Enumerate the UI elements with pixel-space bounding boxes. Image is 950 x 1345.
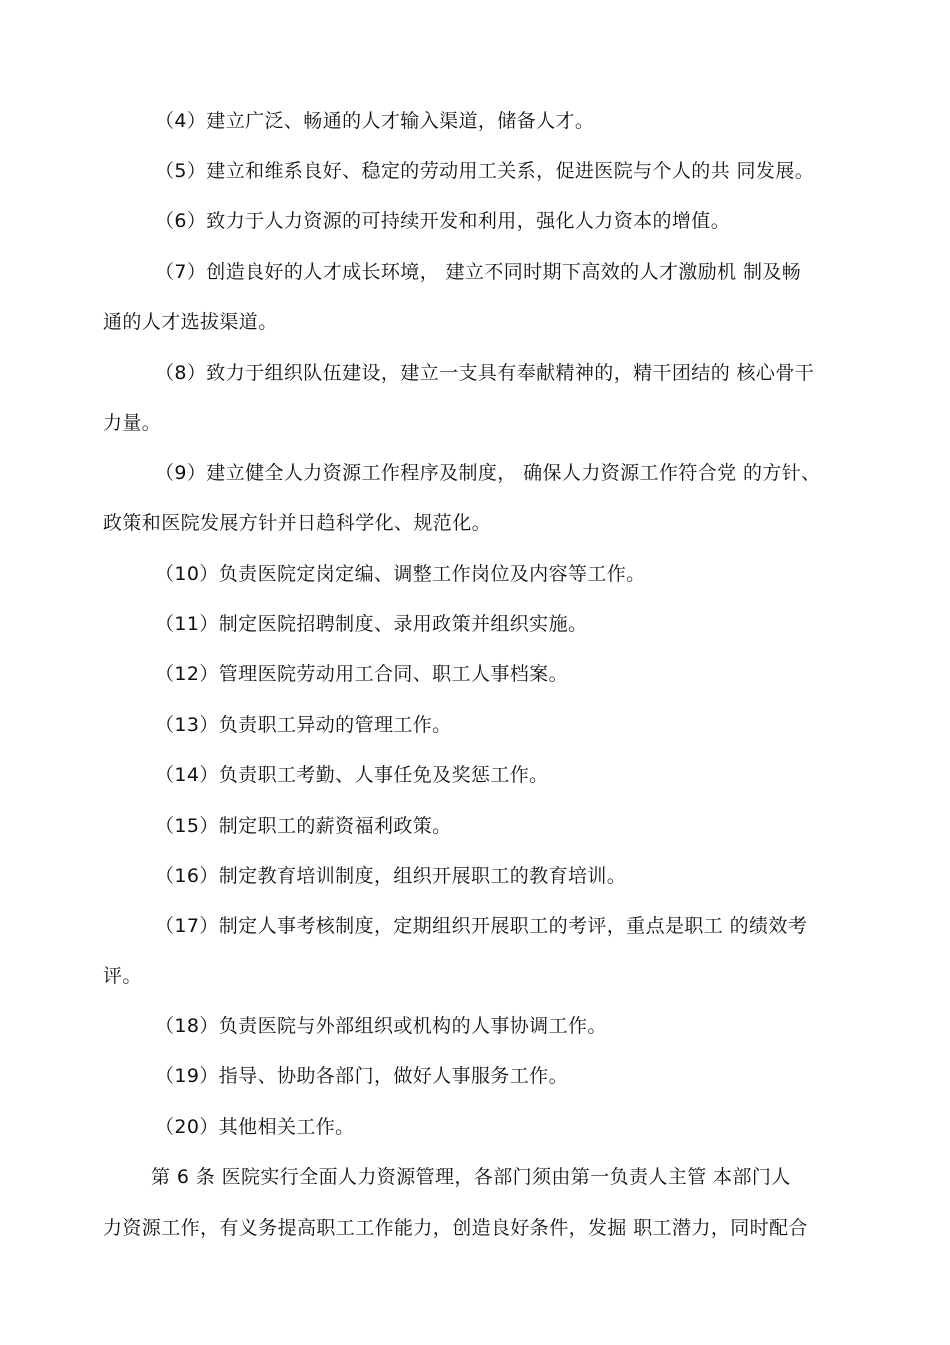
paragraph-item-20: （20）其他相关工作。 (155, 1116, 355, 1138)
article-6: 第 6 条 医院实行全面人力资源管理，各部门须由第一负责人主管 本部门人 (151, 1166, 791, 1188)
paragraph-item-8-continued: 力量。 (103, 412, 162, 434)
paragraph-item-13: （13）负责职工异动的管理工作。 (155, 714, 452, 736)
paragraph-item-5: （5）建立和维系良好、稳定的劳动用工关系，促进医院与个人的共 同发展。 (155, 160, 815, 182)
paragraph-item-17: （17）制定人事考核制度，定期组织开展职工的考评，重点是职工 的绩效考 (155, 915, 808, 937)
paragraph-item-14: （14）负责职工考勤、人事任免及奖惩工作。 (155, 764, 549, 786)
article-6-continued: 力资源工作，有义务提高职工工作能力，创造良好条件，发掘 职工潜力，同时配合 (103, 1217, 808, 1239)
paragraph-item-6: （6）致力于人力资源的可持续开发和利用，强化人力资本的增值。 (155, 210, 731, 232)
paragraph-item-4: （4）建立广泛、畅通的人才输入渠道，储备人才。 (155, 110, 595, 132)
paragraph-item-11: （11）制定医院招聘制度、录用政策并组织实施。 (155, 613, 588, 635)
paragraph-item-19: （19）指导、协助各部门，做好人事服务工作。 (155, 1065, 568, 1087)
paragraph-item-9: （9）建立健全人力资源工作程序及制度， 确保人力资源工作符合党 的方针、 (155, 462, 821, 484)
paragraph-item-18: （18）负责医院与外部组织或机构的人事协调工作。 (155, 1015, 607, 1037)
paragraph-item-17-continued: 评。 (103, 965, 142, 987)
paragraph-item-16: （16）制定教育培训制度，组织开展职工的教育培训。 (155, 865, 627, 887)
paragraph-item-15: （15）制定职工的薪资福利政策。 (155, 815, 452, 837)
paragraph-item-7: （7）创造良好的人才成长环境， 建立不同时期下高效的人才激励机 制及畅 (155, 261, 802, 283)
paragraph-item-7-continued: 通的人才选拔渠道。 (103, 311, 278, 333)
paragraph-item-12: （12）管理医院劳动用工合同、职工人事档案。 (155, 663, 568, 685)
paragraph-item-8: （8）致力于组织队伍建设，建立一支具有奉献精神的，精干团结的 核心骨干 (155, 362, 815, 384)
paragraph-item-10: （10）负责医院定岗定编、调整工作岗位及内容等工作。 (155, 563, 646, 585)
paragraph-item-9-continued: 政策和医院发展方针并日趋科学化、规范化。 (103, 512, 492, 534)
